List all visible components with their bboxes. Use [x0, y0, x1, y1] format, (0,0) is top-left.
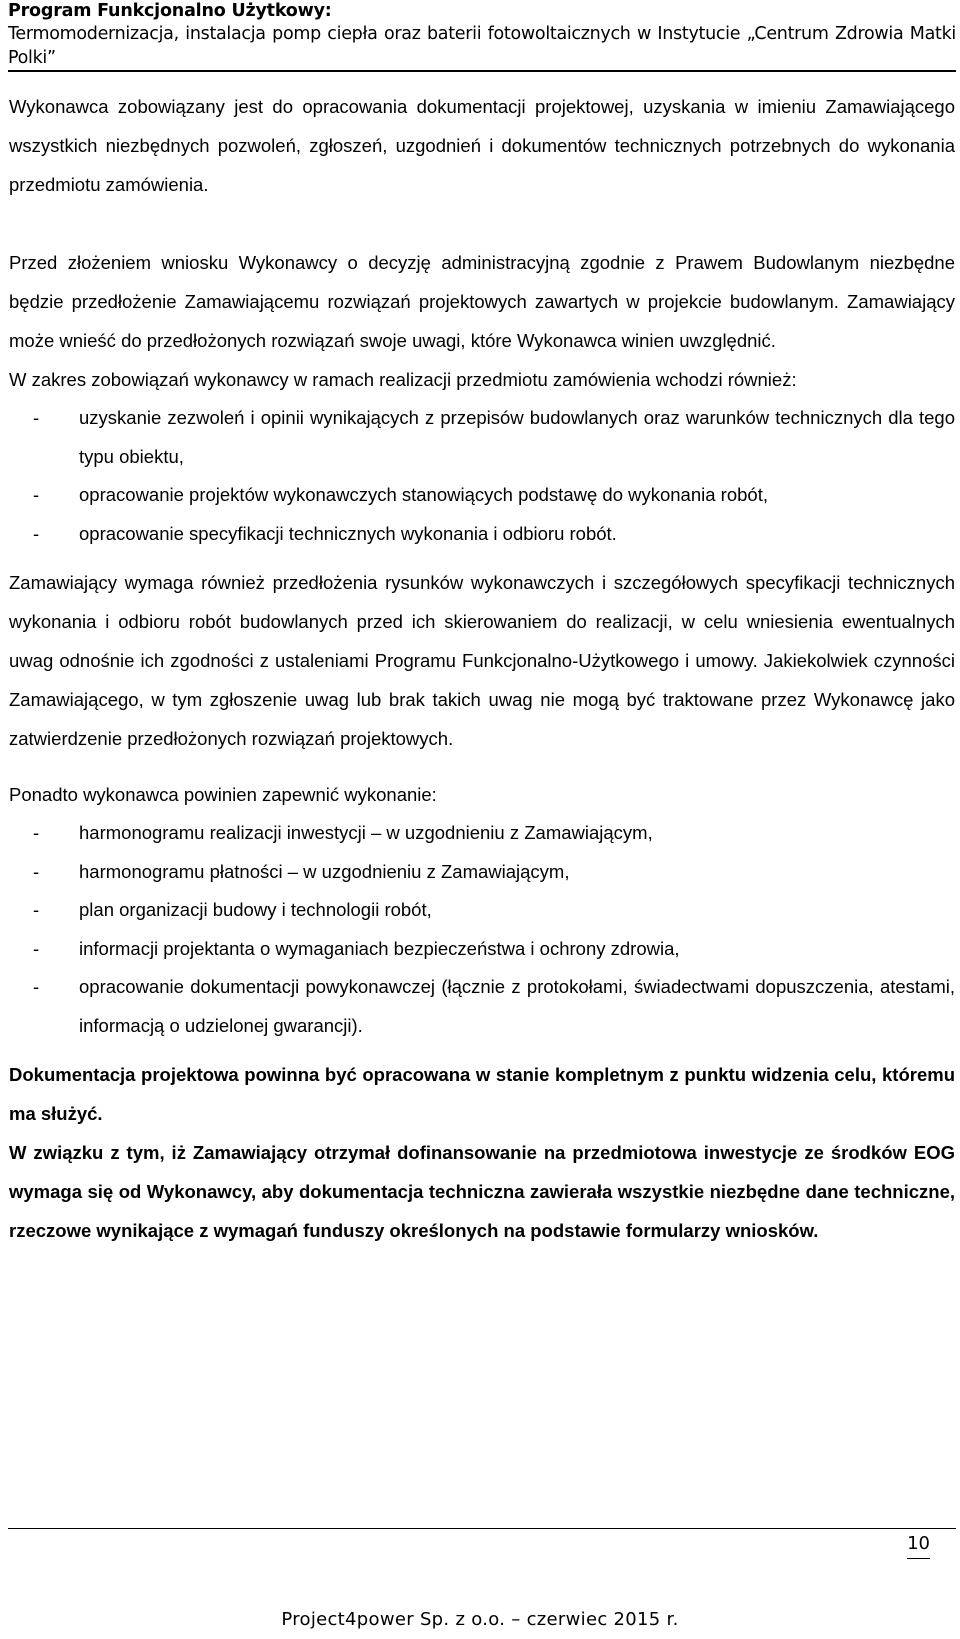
list-item-text: plan organizacji budowy i technologii robót,: [79, 899, 432, 920]
scope-list: [9, 399, 955, 553]
dash-bullet: -: [33, 976, 40, 997]
list-item: [9, 891, 955, 930]
page-header: [8, 0, 956, 70]
dash-bullet: -: [33, 822, 40, 843]
page-number: 10: [907, 1533, 930, 1559]
list-item-text: uzyskanie zezwoleń i opinii wynikających z przepisów budowlanych oraz warunków technicznych dla tego typu obiektu,: [79, 407, 955, 467]
list-item-text: opracowanie projektów wykonawczych stanowiących podstawę do wykonania robót,: [79, 484, 768, 505]
header-program-title: Program Funkcjonalno Użytkowy:: [8, 1, 332, 21]
dash-bullet: -: [33, 522, 40, 544]
list-item: [9, 968, 955, 1045]
dash-bullet: -: [33, 899, 40, 920]
list-item: [9, 853, 955, 892]
footer-company: Project4power Sp. z o.o. – czerwiec 2015 r.: [281, 1609, 679, 1630]
paragraph-additional-intro: Ponadto wykonawca powinien zapewnić wykonanie:: [9, 784, 437, 805]
additional-list: [9, 814, 955, 1045]
paragraph-scope-intro: W zakres zobowiązań wykonawcy w ramach realizacji przedmiotu zamówienia wchodzi również:: [9, 369, 797, 390]
list-item: [9, 814, 955, 853]
paragraph-documentation-complete: Dokumentacja projektowa powinna być opracowana w stanie kompletnym z punktu widzenia celu, któremu ma służyć.: [9, 1064, 955, 1124]
paragraph-eog-funding: W związku z tym, iż Zamawiający otrzymał dofinansowanie na przedmiotowa inwestycje ze środków EOG wymaga się od Wykonawcy, aby dokumentacja techniczna zawierała wszystkie niezbędne dane techniczne, rzeczowe wynikające z wymagań funduszy określonych na podstawie formularzy wniosków.: [9, 1142, 955, 1241]
dash-bullet: -: [33, 484, 40, 505]
footer-divider: [8, 1528, 956, 1529]
list-item-text: informacji projektanta o wymaganiach bezpieczeństwa i ochrony zdrowia,: [79, 937, 680, 959]
list-item-text: opracowanie specyfikacji technicznych wykonania i odbioru robót.: [79, 522, 617, 544]
document-body: [9, 87, 955, 1250]
list-item: [9, 515, 955, 554]
header-divider: [8, 70, 956, 72]
dash-bullet: -: [33, 937, 40, 959]
list-item-text: harmonogramu płatności – w uzgodnieniu z Zamawiającym,: [79, 860, 570, 882]
list-item: [9, 930, 955, 969]
dash-bullet: -: [33, 407, 40, 428]
paragraph-obligations: Wykonawca zobowiązany jest do opracowania dokumentacji projektowej, uzyskania w imieniu Zamawiającego wszystkich niezbędnych pozwoleń, zgłoszeń, uzgodnień i dokumentów technicznych potrzebnych do wykonania przedmiotu zamówienia.: [9, 96, 955, 195]
dash-bullet: -: [33, 860, 40, 882]
header-subtitle: Termomodernizacja, instalacja pomp ciepła oraz baterii fotowoltaicznych w Instytucie „Centrum Zdrowia Matki Polki”: [8, 24, 956, 68]
list-item-text: opracowanie dokumentacji powykonawczej (łącznie z protokołami, świadectwami dopuszczenia, atestami, informacją o udzielonej gwarancji).: [79, 976, 955, 1036]
list-item-text: harmonogramu realizacji inwestycji – w uzgodnieniu z Zamawiającym,: [79, 822, 653, 843]
paragraph-drawings-requirement: Zamawiający wymaga również przedłożenia rysunków wykonawczych i szczegółowych specyfikacji technicznych wykonania i odbioru robót budowlanych przed ich skierowaniem do realizacji, w celu wniesienia ewentualnych uwag odnośnie ich zgodności z ustaleniami Programu Funkcjonalno-Użytkowego i umowy. Jakiekolwiek czynności Zamawiającego, w tym zgłoszenie uwag lub brak takich uwag nie mogą być traktowane przez Wykonawcę jako zatwierdzenie przedłożonych rozwiązań projektowych.: [9, 572, 955, 749]
paragraph-before-application: Przed złożeniem wniosku Wykonawcy o decyzję administracyjną zgodnie z Prawem Budowlanym niezbędne będzie przedłożenie Zamawiającemu rozwiązań projektowych zawartych w projekcie budowlanym. Zamawiający może wnieść do przedłożonych rozwiązań swoje uwagi, które Wykonawca winien uwzględnić.: [9, 252, 955, 351]
list-item: [9, 476, 955, 515]
list-item: [9, 399, 955, 476]
